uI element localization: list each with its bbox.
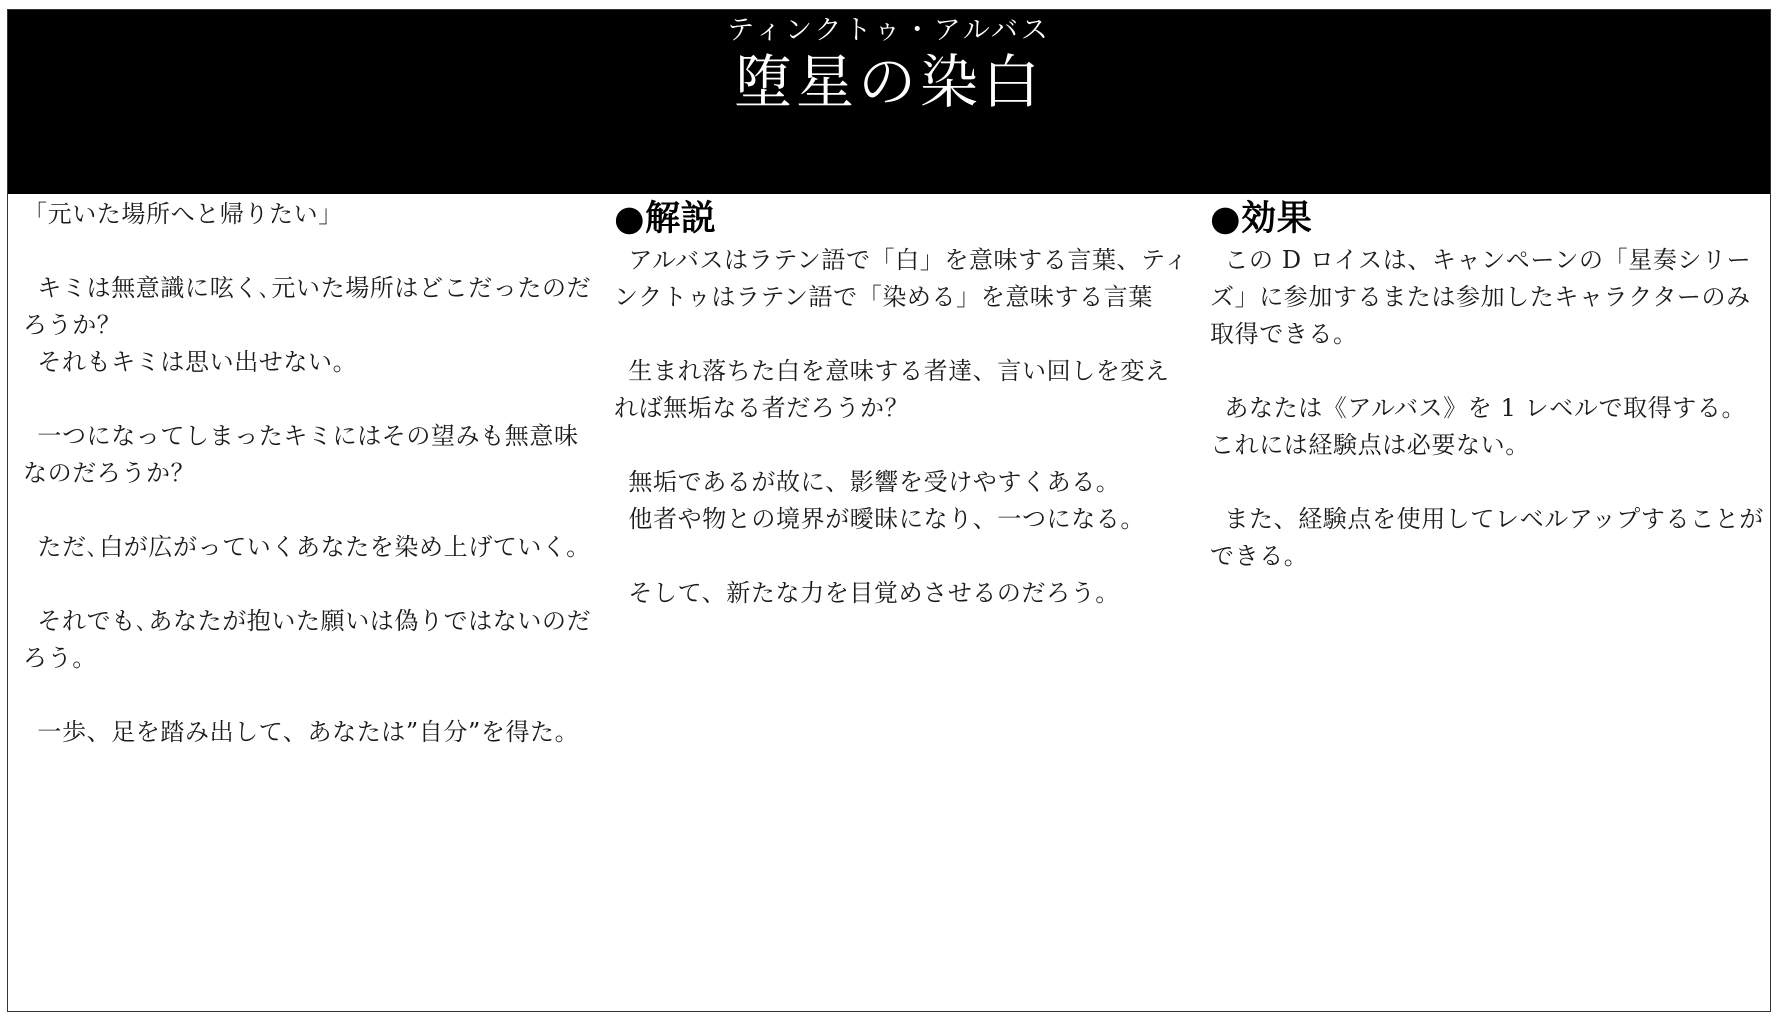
effect-paragraph: あなたは《アルバス》を 1 レベルで取得する。これには経験点は必要ない。 — [1210, 394, 1747, 459]
title-reading: ティンクトゥ・アルバス — [727, 15, 1051, 46]
flavor-paragraph: それもキミは思い出せない。 — [37, 348, 358, 376]
flavor-paragraph: 一歩、足を踏み出して、あなたは”自分”を得た。 — [37, 718, 580, 746]
flavor-paragraph: 一つになってしまったキミにはその望みも無意味なのだろうか？ — [23, 422, 579, 487]
effect-column — [1210, 196, 1765, 612]
explanation-paragraph: 生まれ落ちた白を意味する者達、言い回しを変えれば無垢なる者だろうか？ — [614, 357, 1170, 422]
flavor-paragraph: ただ､白が広がっていくあなたを染め上げていく。 — [37, 533, 591, 561]
effect-heading: ●効果 — [1210, 199, 1313, 239]
explanation-paragraph: そして、新たな力を目覚めさせるのだろう。 — [628, 579, 1120, 607]
explanation-heading: ●解説 — [614, 199, 717, 239]
effect-paragraph: この D ロイスは、キャンペーンの「星奏シリーズ」に参加するまたは参加したキャラクターのみ取得できる。 — [1210, 246, 1752, 348]
page-title: 堕星の染白 — [733, 48, 1044, 116]
effect-paragraph: また、経験点を使用してレベルアップすることができる。 — [1210, 505, 1764, 570]
flavor-paragraph: それでも､あなたが抱いた願いは偽りではないのだろう。 — [23, 607, 592, 672]
dlois-card — [7, 9, 1771, 1012]
explanation-column — [614, 196, 1189, 649]
flavor-quote: 「元いた場所へと帰りたい」 — [23, 200, 343, 228]
flavor-paragraph: キミは無意識に呟く､元いた場所はどこだったのだろうか？ — [23, 274, 592, 339]
title-banner — [8, 10, 1770, 194]
explanation-paragraph: アルバスはラテン語で「白」を意味する言葉、ティンクトゥはラテン語で「染める」を意味する言葉 — [614, 246, 1189, 311]
flavor-text-column — [23, 196, 598, 788]
explanation-paragraph: 他者や物との境界が曖昧になり、一つになる。 — [628, 505, 1145, 533]
explanation-paragraph: 無垢であるが故に、影響を受けやすくある。 — [628, 468, 1121, 496]
